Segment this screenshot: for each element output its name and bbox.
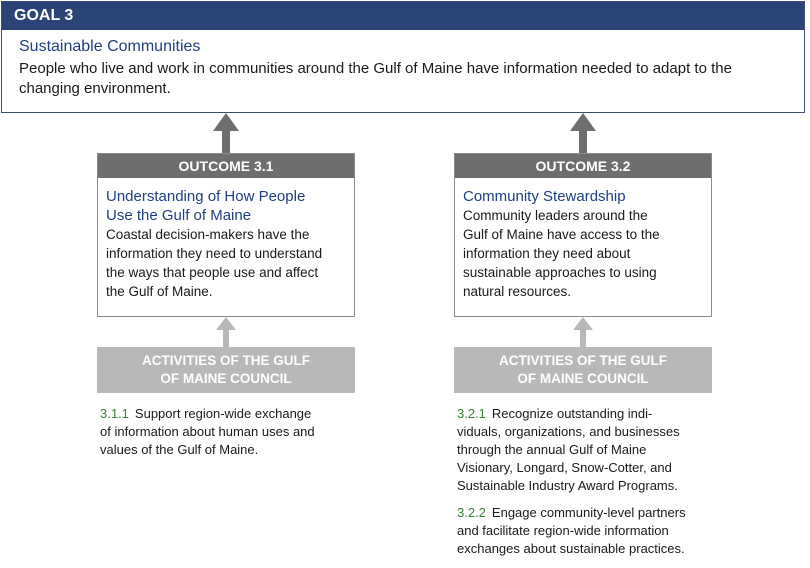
outcome-3-1-desc-line: information they need to understand (106, 246, 323, 261)
activity-text-line: values of the Gulf of Maine. (100, 442, 259, 457)
outcome-3-2-title-line: Community Stewardship (463, 188, 626, 205)
outcome-3-1-box (97, 153, 355, 317)
activities-header-line: OF MAINE COUNCIL (517, 371, 649, 386)
outcome-3-2-header: OUTCOME 3.2 (455, 154, 711, 178)
activity-text-line: Support region-wide exchange (134, 406, 312, 421)
activity-number: 3.2.2 (457, 505, 486, 520)
activity-text-line: Recognize outstanding indi- (491, 406, 653, 421)
activity-text-line: and facilitate region-wide information (457, 523, 669, 538)
activity-number: 3.2.1 (457, 406, 486, 421)
activities-1-to-outcome-arrow-icon (216, 317, 236, 347)
activities-header-line: OF MAINE COUNCIL (160, 371, 292, 386)
activity-text-line: exchanges about sustainable practices. (457, 541, 685, 556)
goal-box (1, 1, 805, 113)
outcome-3-2-title (463, 187, 703, 206)
goal-header: GOAL 3 (2, 2, 804, 30)
activity-text-line: of information about human uses and (100, 424, 315, 439)
outcome-3-2-description (463, 206, 703, 301)
outcome-3-1-desc-line: the ways that people use and affect (106, 265, 319, 280)
outcome-3-1-title-line: Understanding of How People (106, 188, 306, 205)
outcome-3-1-desc-line: the Gulf of Maine. (106, 284, 213, 299)
activities-2-to-outcome-arrow-icon (573, 317, 593, 347)
outcome-3-2-desc-line: information they need about (463, 246, 631, 261)
outcome-3-1-title-line: Use the Gulf of Maine (106, 207, 252, 224)
outcome-3-2-desc-line: sustainable approaches to using (463, 265, 657, 280)
activities-header-2 (454, 347, 712, 393)
activity-text-line: through the annual Gulf of Maine (457, 442, 647, 457)
activity-text-line: viduals, organizations, and businesses (457, 424, 680, 439)
activity-item-3-2-2 (457, 504, 717, 558)
outcome-3-1-description (106, 225, 346, 301)
outcome-3-1-desc-line: Coastal decision-makers have the (106, 227, 310, 242)
outcome-3-2-box (454, 153, 712, 317)
outcome-3-1-title (106, 187, 346, 225)
outcome-3-1-header: OUTCOME 3.1 (98, 154, 354, 178)
activity-text-line: Engage community-level partners (491, 505, 686, 520)
goal-description: People who live and work in communities around the Gulf of Maine have information needed to adapt to the changing environment. (19, 60, 732, 97)
goal-title: Sustainable Communities (19, 38, 201, 55)
activities-header-line: ACTIVITIES OF THE GULF (142, 353, 310, 368)
outcome-3-2-desc-line: Gulf of Maine have access to the (463, 227, 660, 242)
activities-header-line: ACTIVITIES OF THE GULF (499, 353, 667, 368)
outcome-3-2-desc-line: natural resources. (463, 284, 572, 299)
activity-text-line: Sustainable Industry Award Programs. (457, 478, 678, 493)
outcome-1-to-goal-arrow-icon (213, 113, 239, 153)
outcome-3-2-desc-line: Community leaders around the (463, 208, 648, 223)
outcome-2-to-goal-arrow-icon (570, 113, 596, 153)
activities-header-1 (97, 347, 355, 393)
activity-number: 3.1.1 (100, 406, 129, 421)
activity-item-3-1-1 (100, 405, 350, 459)
activity-item-3-2-1 (457, 405, 717, 495)
activity-text-line: Visionary, Longard, Snow-Cotter, and (457, 460, 672, 475)
